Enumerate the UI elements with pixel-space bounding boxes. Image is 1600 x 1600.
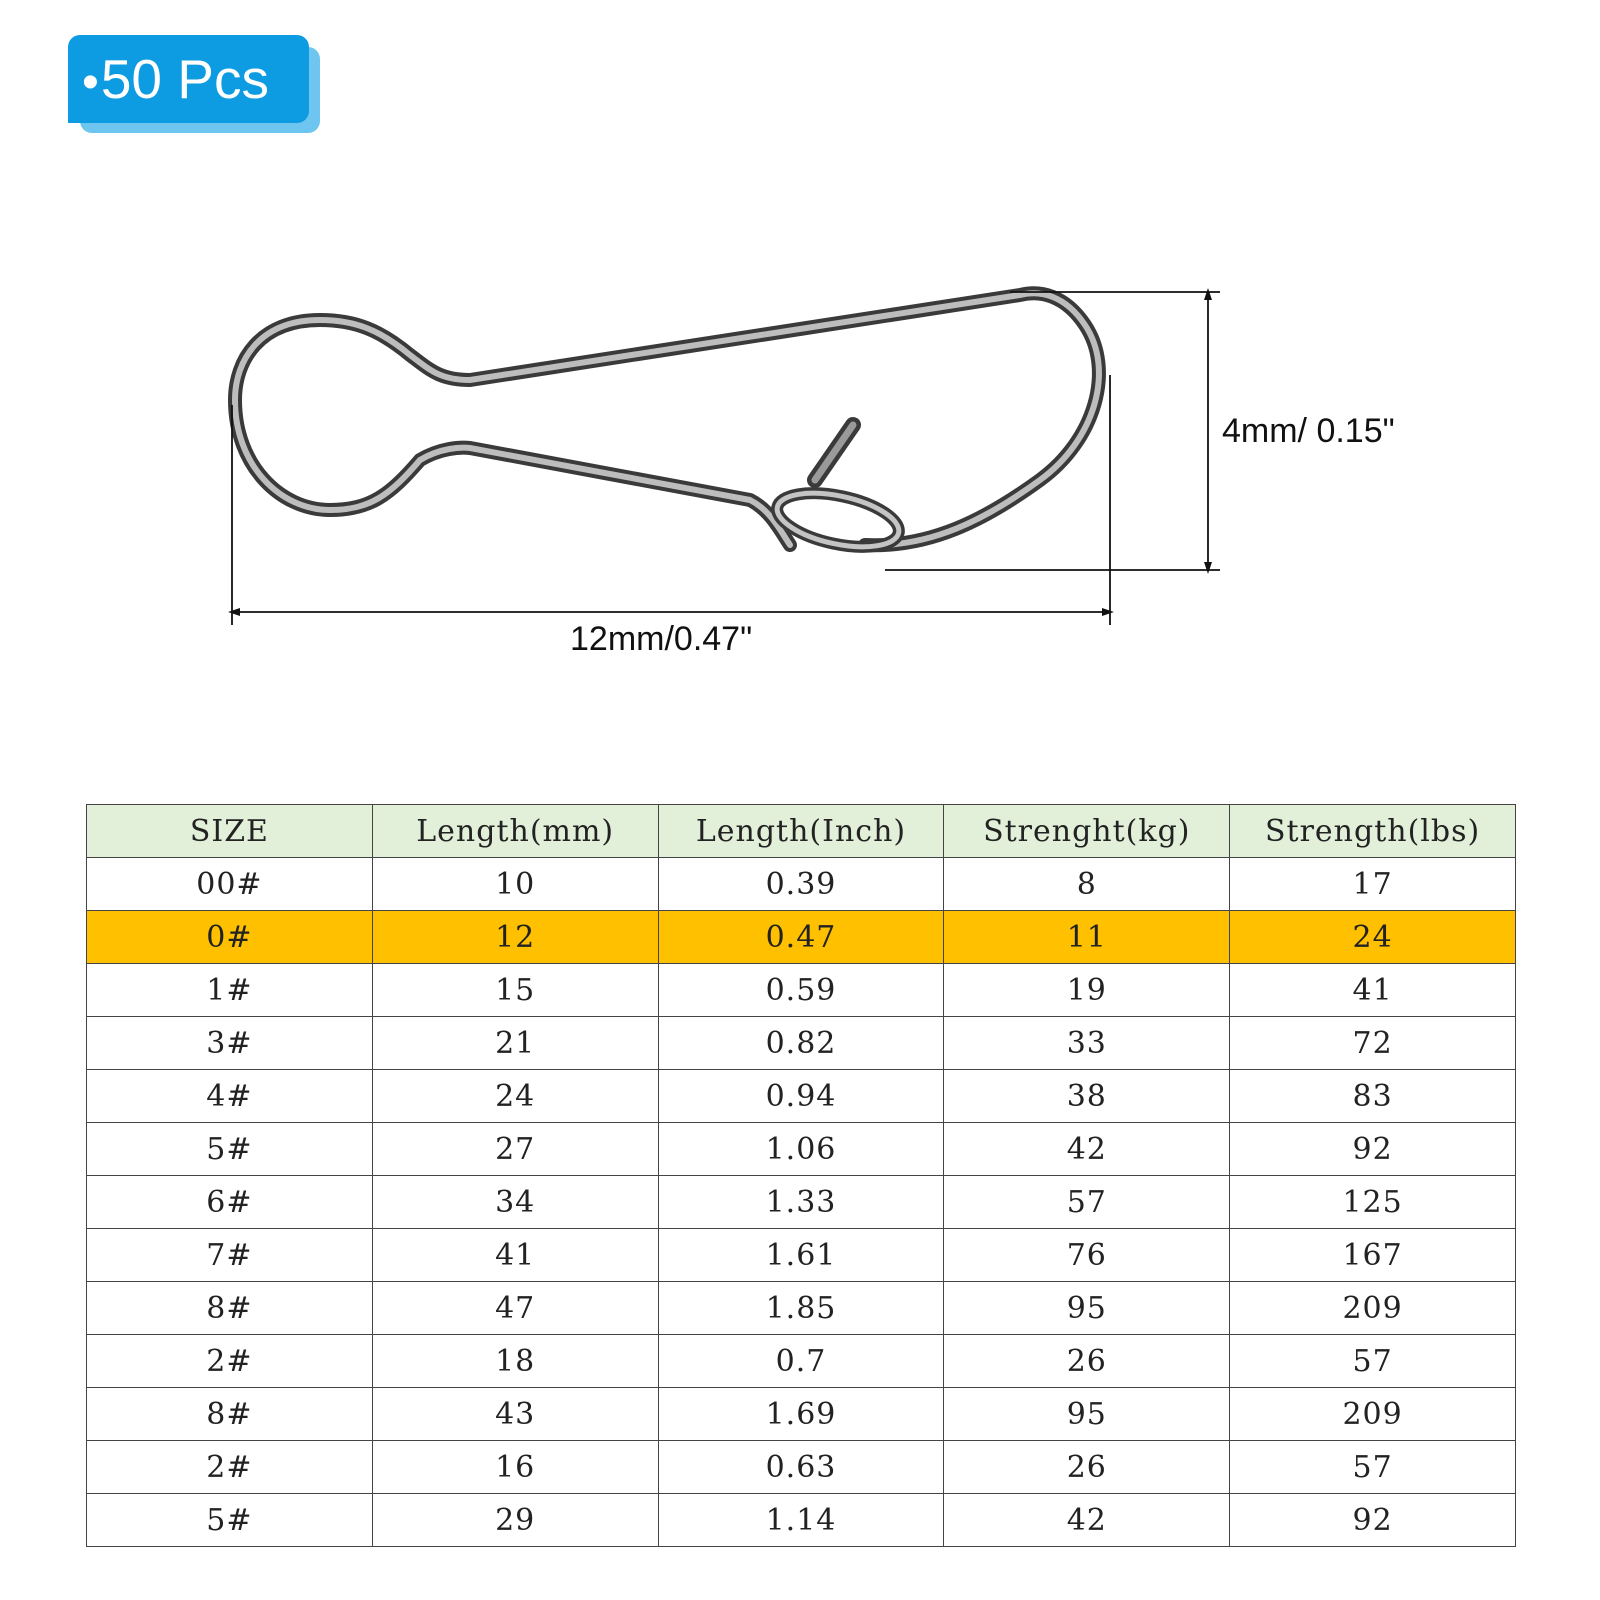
table-cell: 0.63 — [658, 1441, 944, 1494]
table-cell: 5# — [87, 1494, 373, 1547]
table-cell: 8# — [87, 1282, 373, 1335]
table-cell: 34 — [372, 1176, 658, 1229]
table-cell: 2# — [87, 1441, 373, 1494]
table-cell: 95 — [944, 1388, 1230, 1441]
table-cell: 209 — [1230, 1388, 1516, 1441]
table-cell: 1.06 — [658, 1123, 944, 1176]
table-cell: 15 — [372, 964, 658, 1017]
table-cell: 8 — [944, 858, 1230, 911]
table-cell: 19 — [944, 964, 1230, 1017]
table-cell: 1.61 — [658, 1229, 944, 1282]
table-cell: 57 — [1230, 1335, 1516, 1388]
table-cell: 8# — [87, 1388, 373, 1441]
table-cell: 209 — [1230, 1282, 1516, 1335]
table-cell: 2# — [87, 1335, 373, 1388]
badge-text: 50 Pcs — [100, 48, 269, 110]
table-cell: 24 — [1230, 911, 1516, 964]
table-cell: 42 — [944, 1494, 1230, 1547]
table-cell: 1.33 — [658, 1176, 944, 1229]
table-cell: 18 — [372, 1335, 658, 1388]
table-header-row — [87, 805, 1516, 858]
table-cell: 6# — [87, 1176, 373, 1229]
table-cell: 00# — [87, 858, 373, 911]
table-cell: 1.14 — [658, 1494, 944, 1547]
product-illustration — [0, 0, 1600, 700]
height-dimension-label: 4mm/ 0.15" — [1222, 412, 1395, 450]
table-cell: 0.59 — [658, 964, 944, 1017]
table-cell: 83 — [1230, 1070, 1516, 1123]
header-size: SIZE — [87, 805, 373, 858]
table-cell: 47 — [372, 1282, 658, 1335]
badge-bullet: • — [82, 56, 99, 109]
table-cell: 92 — [1230, 1123, 1516, 1176]
size-spec-table — [86, 804, 1516, 1547]
table-cell: 26 — [944, 1441, 1230, 1494]
table-cell: 27 — [372, 1123, 658, 1176]
table-cell: 0.7 — [658, 1335, 944, 1388]
table-row — [87, 1494, 1516, 1547]
table-cell: 10 — [372, 858, 658, 911]
table-cell: 42 — [944, 1123, 1230, 1176]
table-row — [87, 1123, 1516, 1176]
table-cell: 0.47 — [658, 911, 944, 964]
table-cell: 1.85 — [658, 1282, 944, 1335]
table-cell: 57 — [944, 1176, 1230, 1229]
length-dimension-label: 12mm/0.47" — [570, 620, 753, 658]
table-cell: 95 — [944, 1282, 1230, 1335]
table-cell: 167 — [1230, 1229, 1516, 1282]
table-cell: 38 — [944, 1070, 1230, 1123]
table-row — [87, 1229, 1516, 1282]
table-cell: 24 — [372, 1070, 658, 1123]
table-cell: 41 — [372, 1229, 658, 1282]
table-cell: 4# — [87, 1070, 373, 1123]
table-cell: 3# — [87, 1017, 373, 1070]
snap-clip-wire — [235, 293, 1099, 556]
table-row — [87, 964, 1516, 1017]
table-cell: 76 — [944, 1229, 1230, 1282]
table-cell: 11 — [944, 911, 1230, 964]
table-cell: 26 — [944, 1335, 1230, 1388]
table-cell: 0.82 — [658, 1017, 944, 1070]
table-cell: 41 — [1230, 964, 1516, 1017]
table-row — [87, 911, 1516, 964]
header-length-inch: Length(Inch) — [658, 805, 944, 858]
table-cell: 57 — [1230, 1441, 1516, 1494]
table-cell: 43 — [372, 1388, 658, 1441]
table-cell: 0.94 — [658, 1070, 944, 1123]
header-length-mm: Length(mm) — [372, 805, 658, 858]
table-cell: 1# — [87, 964, 373, 1017]
table-row — [87, 1176, 1516, 1229]
table-cell: 0# — [87, 911, 373, 964]
table-cell: 5# — [87, 1123, 373, 1176]
table-cell: 0.39 — [658, 858, 944, 911]
table-row — [87, 1335, 1516, 1388]
table-cell: 17 — [1230, 858, 1516, 911]
table-row — [87, 1282, 1516, 1335]
header-strength-lbs: Strength(lbs) — [1230, 805, 1516, 858]
table-cell: 12 — [372, 911, 658, 964]
table-row — [87, 1017, 1516, 1070]
table-cell: 29 — [372, 1494, 658, 1547]
table-cell: 1.69 — [658, 1388, 944, 1441]
table-cell: 16 — [372, 1441, 658, 1494]
table-cell: 33 — [944, 1017, 1230, 1070]
table-cell: 125 — [1230, 1176, 1516, 1229]
header-strength-kg: Strenght(kg) — [944, 805, 1230, 858]
table-row — [87, 1441, 1516, 1494]
table-cell: 7# — [87, 1229, 373, 1282]
table-row — [87, 1388, 1516, 1441]
table-cell: 72 — [1230, 1017, 1516, 1070]
table-cell: 21 — [372, 1017, 658, 1070]
table-row — [87, 858, 1516, 911]
table-cell: 92 — [1230, 1494, 1516, 1547]
table-row — [87, 1070, 1516, 1123]
